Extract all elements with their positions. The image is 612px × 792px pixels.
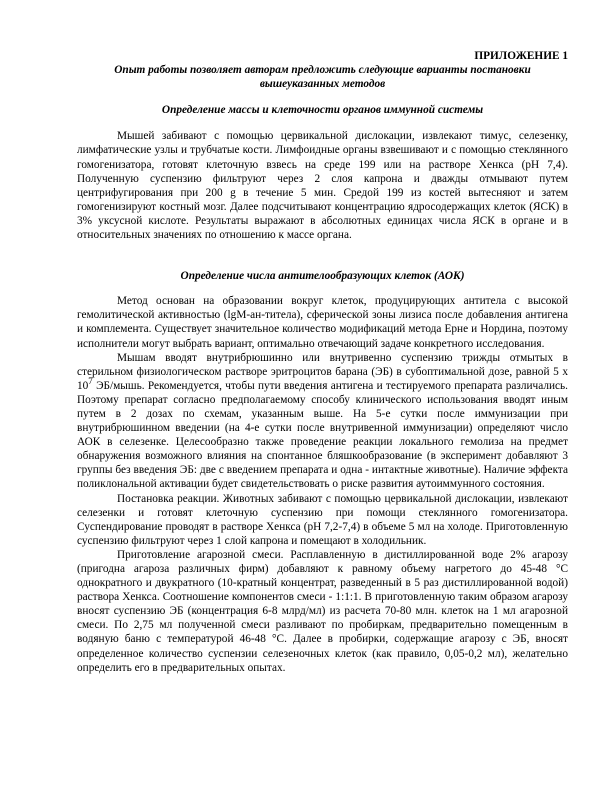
immunization-text-start: Мышам вводят внутрибрюшинно или внутривенно суспензию трижды отмытых в стерильном физиологическом растворе эритроцитов барана (ЭБ) в субоптимальной дозе, равной 5 х 10 [77,351,568,392]
document-subtitle: Опыт работы позволяет авторам предложить следующие варианты постановки вышеуказанных методов [114,64,531,91]
paragraph-immunization [77,351,568,492]
dose-exponent: 7 [88,375,93,386]
immunization-text-end: ЭБ/мышь. Рекомендуется, чтобы пути введения антигена и тестируемого препарата различались. Поэтому препарат согласно предполагаемому способу клинического использования вводят иным путем в 2 дозах по схемам, указанным выше. На 5-е сутки после иммунизации при внутрибрюшинном введении (на 4-е сутки после внутривенной иммунизации) определяют число АОК в селезенке. Целесообразно также проведение реакции локального гемолиза на предмет обнаружения возможного влияния на спонтанное бляшкообразование (в эксперимент добавляют 3 группы без введения ЭБ: две с введением препарата и одна - интактные животные). Наличие эффекта поликлональной активации будет свидетельствовать о риске развития аутоиммунного состояния. [77,379,568,491]
section-title-organ-mass: Определение массы и клеточности органов иммунной системы [161,104,484,117]
paragraph-method-basis: Метод основан на образовании вокруг клеток, продуцирующих антитела с высокой гемолитической активностью (lgM-ан-титела), сферической зоны лизиса после добавления антигена и комплемента. Существует значительное количество модификаций метода Ерне и Нордина, поэтому исполнители могут выбрать вариант, оптимально отвечающий задаче конкретного исследования. [77,295,568,350]
appendix-label: ПРИЛОЖЕНИЕ 1 [474,50,568,62]
paragraph-organ-mass: Мышей забивают с помощью цервикальной дислокации, извлекают тимус, селезенку, лимфатические узлы и трубчатые кости. Лимфоидные органы взвешивают и с помощью стеклянного гомогенизатора, готовят клеточную взвесь на среде 199 или на растворе Хенкса (рН 7,4). Полученную суспензию фильтруют через 2 слоя капрона и дважды отмывают путем центрифугирования при 200 g в течение 5 мин. Средой 199 из костей вытесняют и затем гомогенизируют костный мозг. Далее подсчитывают концентрацию ядросодержащих клеток (ЯСК) в 3% уксусной кислоте. Результаты выражают в абсолютных единицах числа ЯСК в органе и в относительных значениях по отношению к массе органа. [77,130,568,242]
section-title-aok: Определение числа антителообразующих клеток (АОК) [180,270,465,283]
paragraph-reaction-setup: Постановка реакции. Животных забивают с помощью цервикальной дислокации, извлекают селезенки и готовят клеточную суспензию при помощи стеклянного гомогенизатора. Суспендирование проводят в растворе Хенкса (рН 7,2-7,4) в объеме 5 мл на холоде. Приготовленную суспензию фильтруют через 1 слой капрона и помещают в холодильник. [77,492,568,547]
paragraph-agarose-mix: Приготовление агарозной смеси. Расплавленную в дистиллированной воде 2% агарозу (пригодна агароза различных фирм) добавляют к равному объему нагретого до 45-48 °С однократного и двукратного (10-кратный концентрат, разведенный в 5 раз дистиллированной водой) раствора Хенкса. Соотношение компонентов смеси - 1:1:1. В приготовленную таким образом агарозу вносят суспензию ЭБ (концентрация 6-8 млрд/мл) из расчета 70-80 млн. клеток на 1 мл агарозной смеси. По 2,75 мл полученной смеси разливают по пробиркам, предварительно помещенным в водяную баню с температурой 46-48 °С. Далее в пробирки, содержащие агарозу с ЭБ, вносят определенное количество суспензии селезеночных клеток (как правило, 0,05-0,2 мл), желательно определить его в предварительных опытах. [77,548,568,674]
